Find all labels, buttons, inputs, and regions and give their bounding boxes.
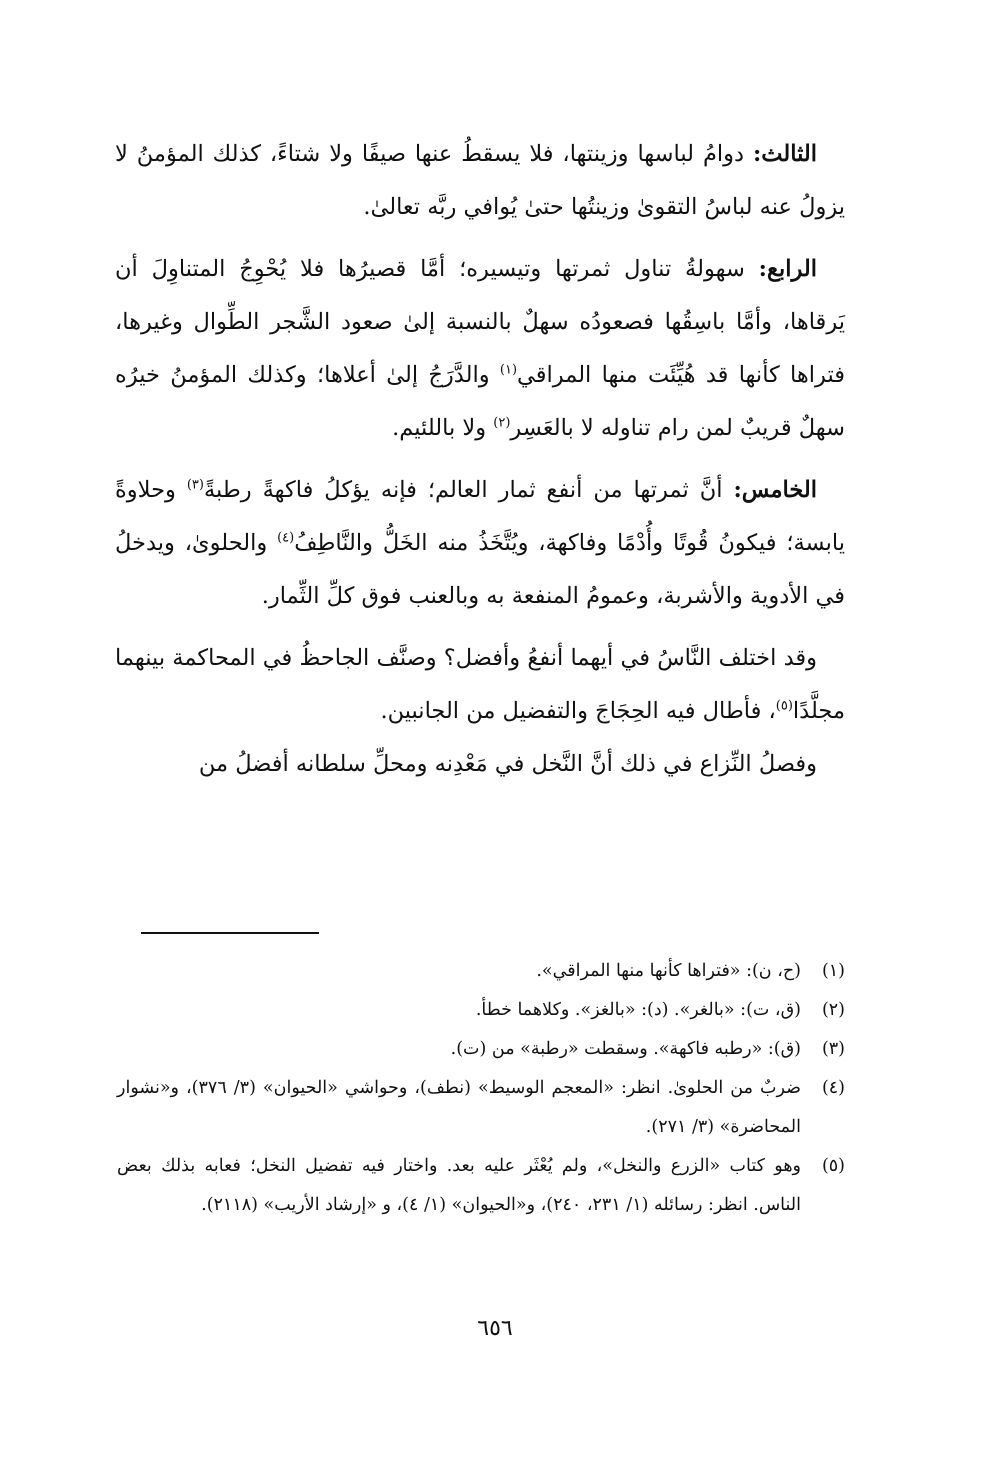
paragraph-lead: الثالث: [752,141,817,167]
footnote-number: (١) [821,961,845,981]
paragraph-text: ولا باللئيم. [392,415,494,441]
paragraph-dispute [115,632,845,738]
footnote-ref-2[interactable]: (٢) [493,415,511,431]
paragraph-lead: الخامس: [733,477,817,503]
paragraph-text: ، فأطال فيه الحِجَاجَ والتفضيل من الجانبين. [380,698,776,724]
paragraph-text: وحلاوةً يابسة؛ فيكونُ قُوتًا وأُدْمًا وفاكهة، ويُتَّخَذُ منه الخَلُّ والنَّاطِفُ [115,477,845,556]
footnote-5 [117,1147,845,1225]
paragraph-third [115,128,845,234]
paragraph-text: دوامُ لباسها وزينتها، فلا يسقطُ عنها صيفًا ولا شتاءً، كذلك المؤمنُ لا يزولُ عنه لباسُ التقوىٰ وزينتُها حتىٰ يُوافي ربَّه تعالىٰ. [115,141,845,220]
paragraph-text: سهولةُ تناول ثمرتها وتيسيره؛ أمَّا قصيرُها فلا يُحْوِجُ المتناوِلَ أن يَرقاها، وأمَّا باسِقُها فصعودُه سهلٌ بالنسبة إلىٰ صعود الشَّجر الطِّوال وغيرها، فتراها كأنها قد هُيِّئَت منها المراقي [115,256,845,388]
footnote-separator [141,932,319,934]
footnotes [117,952,845,1225]
footnote-number: (٥) [821,1156,845,1176]
paragraph-text: والحلوىٰ، ويدخلُ في الأدوية والأشربة، وعمومُ المنفعة به وبالعنب فوق كلِّ الثِّمار. [115,530,845,609]
footnote-text: ضربٌ من الحلوىٰ. انظر: «المعجم الوسيط» (نطف)، وحواشي «الحيوان» (٣/ ٣٧٦)، و«نشوار المحاضرة» (٣/ ٢٧١). [117,1078,801,1137]
footnote-1 [117,952,845,991]
main-text [115,128,845,800]
footnote-ref-1[interactable]: (١) [499,362,518,378]
footnote-number: (٣) [821,1039,845,1059]
page-number: ٦٥٦ [477,1316,513,1341]
footnote-4 [117,1069,845,1147]
paragraph-text: أنَّ ثمرتها من أنفع ثمار العالم؛ فإنه يؤكلُ فاكهةً رطبةً [203,477,734,503]
footnote-ref-4[interactable]: (٤) [277,530,295,546]
footnote-text: (ح، ن): «فتراها كأنها منها المراقي». [536,961,801,981]
paragraph-fourth [115,243,845,455]
paragraph-text: وقد اختلف النَّاسُ في أيهما أنفعُ وأفضل؟ وصنَّف الجاحظُ في المحاكمة بينهما مجلَّدًا [115,645,845,724]
footnote-text: وهو كتاب «الزرع والنخل»، ولم يُعْثَر عليه بعد. واختار فيه تفضيل النخل؛ فعابه بذلك بعض الناس. انظر: رسائله (١/ ٢٣١، ٢٤٠)، و«الحيوان» (١/ ٤)، و «إرشاد الأريب» (٢١١٨). [117,1156,801,1215]
paragraph-text: وفصلُ النِّزاع في ذلك أنَّ النَّخل في مَعْدِنه ومحلِّ سلطانه أفضلُ من [198,751,817,777]
paragraph-resolution [115,738,845,791]
footnote-text: (ق، ت): «بالغر». (د): «بالغز». وكلاهما خطأ. [475,1000,801,1020]
footnote-ref-5[interactable]: (٥) [775,698,793,714]
footnote-ref-3[interactable]: (٣) [186,477,204,493]
paragraph-fifth [115,464,845,623]
footnote-number: (٤) [821,1078,845,1098]
footnote-text: (ق): «رطبه فاكهة». وسقطت «رطبة» من (ت). [450,1039,801,1059]
footnote-2 [117,991,845,1030]
footnote-number: (٢) [821,1000,845,1020]
paragraph-text: والدَّرَجُ إلىٰ أعلاها؛ وكذلك المؤمنُ خيرُه سهلٌ قريبٌ لمن رام تناوله لا بالعَسِر [115,362,845,441]
footnote-3 [117,1030,845,1069]
paragraph-lead: الرابع: [758,256,817,282]
